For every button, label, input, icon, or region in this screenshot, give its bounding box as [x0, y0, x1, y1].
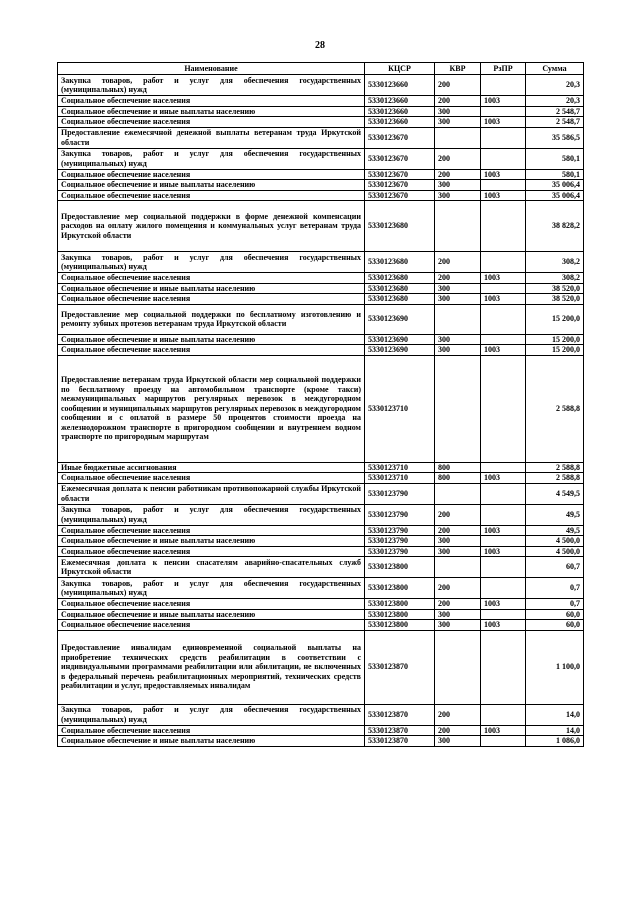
cell-rzpr: 1003 [481, 725, 526, 736]
cell-kvr: 200 [435, 504, 481, 525]
cell-sum: 580,1 [526, 148, 584, 169]
cell-sum: 580,1 [526, 169, 584, 180]
cell-kcsr: 5330123790 [365, 483, 435, 504]
cell-rzpr [481, 283, 526, 294]
header-name: Наименование [58, 63, 365, 75]
header-sum: Сумма [526, 63, 584, 75]
cell-kvr: 300 [435, 536, 481, 547]
cell-rzpr [481, 334, 526, 345]
cell-rzpr: 1003 [481, 169, 526, 180]
cell-sum: 14,0 [526, 725, 584, 736]
cell-kcsr: 5330123670 [365, 169, 435, 180]
cell-rzpr [481, 106, 526, 117]
cell-rzpr: 1003 [481, 345, 526, 356]
cell-name: Иные бюджетные ассигнования [58, 462, 365, 473]
cell-name: Ежемесячная доплата к пенсии работникам противопожарной службы Иркутской области [58, 483, 365, 504]
cell-sum: 2 588,8 [526, 473, 584, 484]
cell-rzpr [481, 75, 526, 96]
table-row [58, 252, 584, 273]
table-row [58, 599, 584, 610]
cell-sum: 60,7 [526, 557, 584, 578]
cell-sum: 0,7 [526, 578, 584, 599]
cell-sum: 308,2 [526, 273, 584, 284]
cell-kvr: 200 [435, 725, 481, 736]
budget-table [57, 62, 584, 747]
cell-name: Социальное обеспечение и иные выплаты населению [58, 334, 365, 345]
table-body [58, 75, 584, 747]
table-row [58, 127, 584, 148]
cell-rzpr [481, 252, 526, 273]
cell-kvr: 800 [435, 462, 481, 473]
cell-name: Социальное обеспечение населения [58, 169, 365, 180]
cell-rzpr [481, 127, 526, 148]
cell-kvr [435, 630, 481, 704]
cell-name: Социальное обеспечение населения [58, 190, 365, 201]
table-row [58, 283, 584, 294]
cell-name: Социальное обеспечение населения [58, 345, 365, 356]
cell-rzpr [481, 536, 526, 547]
cell-name: Социальное обеспечение населения [58, 599, 365, 610]
cell-rzpr: 1003 [481, 473, 526, 484]
cell-kvr: 300 [435, 117, 481, 128]
cell-sum: 14,0 [526, 704, 584, 725]
cell-kvr: 200 [435, 704, 481, 725]
table-row [58, 180, 584, 191]
cell-kcsr: 5330123870 [365, 704, 435, 725]
cell-kvr: 300 [435, 334, 481, 345]
cell-name: Социальное обеспечение и иные выплаты населению [58, 106, 365, 117]
cell-kvr [435, 127, 481, 148]
cell-rzpr [481, 355, 526, 462]
cell-kvr [435, 201, 481, 252]
cell-rzpr [481, 148, 526, 169]
cell-kcsr: 5330123670 [365, 148, 435, 169]
cell-kvr: 300 [435, 283, 481, 294]
header-rzpr: РзПР [481, 63, 526, 75]
cell-name: Социальное обеспечение населения [58, 546, 365, 557]
cell-kvr [435, 483, 481, 504]
cell-name: Социальное обеспечение и иные выплаты населению [58, 536, 365, 547]
cell-kcsr: 5330123690 [365, 345, 435, 356]
table-header-row [58, 63, 584, 75]
cell-name: Закупка товаров, работ и услуг для обеспечения государственных (муниципальных) нужд [58, 504, 365, 525]
table-row [58, 736, 584, 747]
header-kcsr: КЦСР [365, 63, 435, 75]
header-kvr: КВР [435, 63, 481, 75]
cell-kcsr: 5330123670 [365, 180, 435, 191]
cell-sum: 20,3 [526, 96, 584, 107]
cell-rzpr [481, 557, 526, 578]
cell-sum: 2 548,7 [526, 117, 584, 128]
cell-sum: 35 006,4 [526, 180, 584, 191]
cell-kvr [435, 355, 481, 462]
cell-kvr: 300 [435, 546, 481, 557]
table-row [58, 609, 584, 620]
table-row [58, 704, 584, 725]
cell-name: Социальное обеспечение и иные выплаты населению [58, 180, 365, 191]
table-row [58, 483, 584, 504]
table-row [58, 578, 584, 599]
cell-kvr: 200 [435, 75, 481, 96]
cell-sum: 60,0 [526, 620, 584, 631]
cell-sum: 4 500,0 [526, 546, 584, 557]
cell-name: Социальное обеспечение и иные выплаты населению [58, 736, 365, 747]
cell-kvr: 200 [435, 599, 481, 610]
table-row [58, 725, 584, 736]
cell-rzpr: 1003 [481, 620, 526, 631]
cell-name: Ежемесячная доплата к пенсии спасателям аварийно-спасательных служб Иркутской области [58, 557, 365, 578]
cell-kvr: 300 [435, 345, 481, 356]
table-row [58, 75, 584, 96]
cell-sum: 49,5 [526, 525, 584, 536]
cell-kvr: 200 [435, 578, 481, 599]
cell-kcsr: 5330123870 [365, 736, 435, 747]
cell-sum: 38 520,0 [526, 294, 584, 305]
cell-name: Социальное обеспечение населения [58, 525, 365, 536]
cell-kvr: 800 [435, 473, 481, 484]
table-row [58, 304, 584, 334]
cell-rzpr: 1003 [481, 294, 526, 305]
table-row [58, 536, 584, 547]
cell-name: Социальное обеспечение населения [58, 96, 365, 107]
cell-kvr: 300 [435, 106, 481, 117]
cell-kvr: 200 [435, 273, 481, 284]
cell-name: Предоставление инвалидам единовременной социальной выплаты на приобретение технических средств реабилитации в соответствии с индивидуальными программами реабилитации или абилитации, не включенных в федеральный перечень реабилитационных мероприятий, технических средств реабилитации и услуг, предоставляемых инвалидам [58, 630, 365, 704]
table-row [58, 190, 584, 201]
cell-rzpr: 1003 [481, 273, 526, 284]
cell-rzpr [481, 578, 526, 599]
cell-rzpr [481, 704, 526, 725]
cell-sum: 49,5 [526, 504, 584, 525]
cell-kcsr: 5330123870 [365, 725, 435, 736]
cell-name: Закупка товаров, работ и услуг для обеспечения государственных (муниципальных) нужд [58, 75, 365, 96]
cell-name: Предоставление мер социальной поддержки по бесплатному изготовлению и ремонту зубных протезов ветеранам труда Иркутской области [58, 304, 365, 334]
cell-kvr [435, 304, 481, 334]
cell-rzpr [481, 462, 526, 473]
table-row [58, 557, 584, 578]
cell-kcsr: 5330123790 [365, 536, 435, 547]
cell-kcsr: 5330123670 [365, 190, 435, 201]
cell-rzpr: 1003 [481, 117, 526, 128]
cell-name: Закупка товаров, работ и услуг для обеспечения государственных (муниципальных) нужд [58, 148, 365, 169]
cell-kcsr: 5330123800 [365, 557, 435, 578]
cell-name: Социальное обеспечение населения [58, 294, 365, 305]
cell-kcsr: 5330123800 [365, 578, 435, 599]
cell-sum: 1 100,0 [526, 630, 584, 704]
cell-name: Социальное обеспечение и иные выплаты населению [58, 609, 365, 620]
cell-name: Социальное обеспечение населения [58, 725, 365, 736]
cell-sum: 4 549,5 [526, 483, 584, 504]
table-row [58, 273, 584, 284]
cell-kcsr: 5330123660 [365, 117, 435, 128]
cell-name: Предоставление ветеранам труда Иркутской области мер социальной поддержки по бесплатному проезду на автомобильном транспорте (кроме такси) межмуниципальных маршрутов регулярных перевозок в междугородном сообщении и муниципальных маршрутов регулярных перевозок в междугородном сообщении и с оплатой в размере 50 процентов стоимости проезда на железнодорожном транспорте в пригородном сообщении и внутреннем водном транспорте по пригородным маршрутам [58, 355, 365, 462]
cell-name: Социальное обеспечение и иные выплаты населению [58, 283, 365, 294]
table-row [58, 169, 584, 180]
cell-kvr: 300 [435, 609, 481, 620]
cell-sum: 2 588,8 [526, 462, 584, 473]
cell-kvr: 300 [435, 180, 481, 191]
cell-sum: 15 200,0 [526, 334, 584, 345]
cell-kcsr: 5330123690 [365, 304, 435, 334]
cell-rzpr: 1003 [481, 190, 526, 201]
table-row [58, 345, 584, 356]
cell-kcsr: 5330123710 [365, 473, 435, 484]
cell-kcsr: 5330123680 [365, 283, 435, 294]
cell-sum: 15 200,0 [526, 304, 584, 334]
table-row [58, 525, 584, 536]
cell-kvr: 200 [435, 148, 481, 169]
cell-kcsr: 5330123670 [365, 127, 435, 148]
cell-kvr: 200 [435, 169, 481, 180]
cell-sum: 35 586,5 [526, 127, 584, 148]
cell-rzpr [481, 201, 526, 252]
cell-kcsr: 5330123680 [365, 201, 435, 252]
cell-kcsr: 5330123680 [365, 294, 435, 305]
cell-name: Предоставление мер социальной поддержки в форме денежной компенсации расходов на оплату жилого помещения и коммунальных услуг ветеранам труда Иркутской области [58, 201, 365, 252]
cell-rzpr [481, 304, 526, 334]
cell-kcsr: 5330123660 [365, 75, 435, 96]
cell-rzpr [481, 609, 526, 620]
cell-kvr: 200 [435, 252, 481, 273]
cell-kcsr: 5330123790 [365, 546, 435, 557]
cell-kcsr: 5330123790 [365, 504, 435, 525]
cell-kvr: 200 [435, 96, 481, 107]
cell-rzpr [481, 180, 526, 191]
cell-kvr: 200 [435, 525, 481, 536]
cell-kcsr: 5330123800 [365, 599, 435, 610]
table-row [58, 355, 584, 462]
cell-sum: 38 828,2 [526, 201, 584, 252]
cell-rzpr: 1003 [481, 525, 526, 536]
table-row [58, 546, 584, 557]
cell-sum: 2 548,7 [526, 106, 584, 117]
cell-kcsr: 5330123660 [365, 96, 435, 107]
table-row [58, 294, 584, 305]
cell-name: Социальное обеспечение населения [58, 473, 365, 484]
cell-rzpr [481, 504, 526, 525]
cell-name: Закупка товаров, работ и услуг для обеспечения государственных (муниципальных) нужд [58, 252, 365, 273]
cell-sum: 35 006,4 [526, 190, 584, 201]
cell-name: Социальное обеспечение населения [58, 117, 365, 128]
table-row [58, 106, 584, 117]
table-row [58, 148, 584, 169]
cell-kcsr: 5330123870 [365, 630, 435, 704]
table-row [58, 201, 584, 252]
table-row [58, 96, 584, 107]
cell-kvr: 300 [435, 620, 481, 631]
cell-sum: 38 520,0 [526, 283, 584, 294]
cell-rzpr [481, 630, 526, 704]
table-row [58, 620, 584, 631]
cell-sum: 2 588,8 [526, 355, 584, 462]
table-row [58, 462, 584, 473]
cell-kcsr: 5330123660 [365, 106, 435, 117]
cell-sum: 15 200,0 [526, 345, 584, 356]
cell-kcsr: 5330123790 [365, 525, 435, 536]
cell-kvr [435, 557, 481, 578]
cell-sum: 4 500,0 [526, 536, 584, 547]
cell-kvr: 300 [435, 190, 481, 201]
cell-kcsr: 5330123800 [365, 609, 435, 620]
cell-name: Социальное обеспечение населения [58, 273, 365, 284]
page-number: 28 [315, 40, 325, 51]
cell-sum: 60,0 [526, 609, 584, 620]
cell-kvr: 300 [435, 736, 481, 747]
cell-sum: 0,7 [526, 599, 584, 610]
cell-sum: 20,3 [526, 75, 584, 96]
cell-sum: 1 086,0 [526, 736, 584, 747]
cell-rzpr: 1003 [481, 599, 526, 610]
cell-kcsr: 5330123710 [365, 462, 435, 473]
cell-rzpr: 1003 [481, 96, 526, 107]
cell-name: Закупка товаров, работ и услуг для обеспечения государственных (муниципальных) нужд [58, 704, 365, 725]
cell-kcsr: 5330123680 [365, 273, 435, 284]
table-row [58, 630, 584, 704]
cell-rzpr: 1003 [481, 546, 526, 557]
table-row [58, 117, 584, 128]
cell-kcsr: 5330123680 [365, 252, 435, 273]
cell-kvr: 300 [435, 294, 481, 305]
cell-name: Закупка товаров, работ и услуг для обеспечения государственных (муниципальных) нужд [58, 578, 365, 599]
cell-rzpr [481, 483, 526, 504]
cell-name: Предоставление ежемесячной денежной выплаты ветеранам труда Иркутской области [58, 127, 365, 148]
cell-rzpr [481, 736, 526, 747]
table-row [58, 504, 584, 525]
cell-kcsr: 5330123710 [365, 355, 435, 462]
table-row [58, 334, 584, 345]
table-row [58, 473, 584, 484]
cell-name: Социальное обеспечение населения [58, 620, 365, 631]
cell-kcsr: 5330123800 [365, 620, 435, 631]
cell-sum: 308,2 [526, 252, 584, 273]
cell-kcsr: 5330123690 [365, 334, 435, 345]
